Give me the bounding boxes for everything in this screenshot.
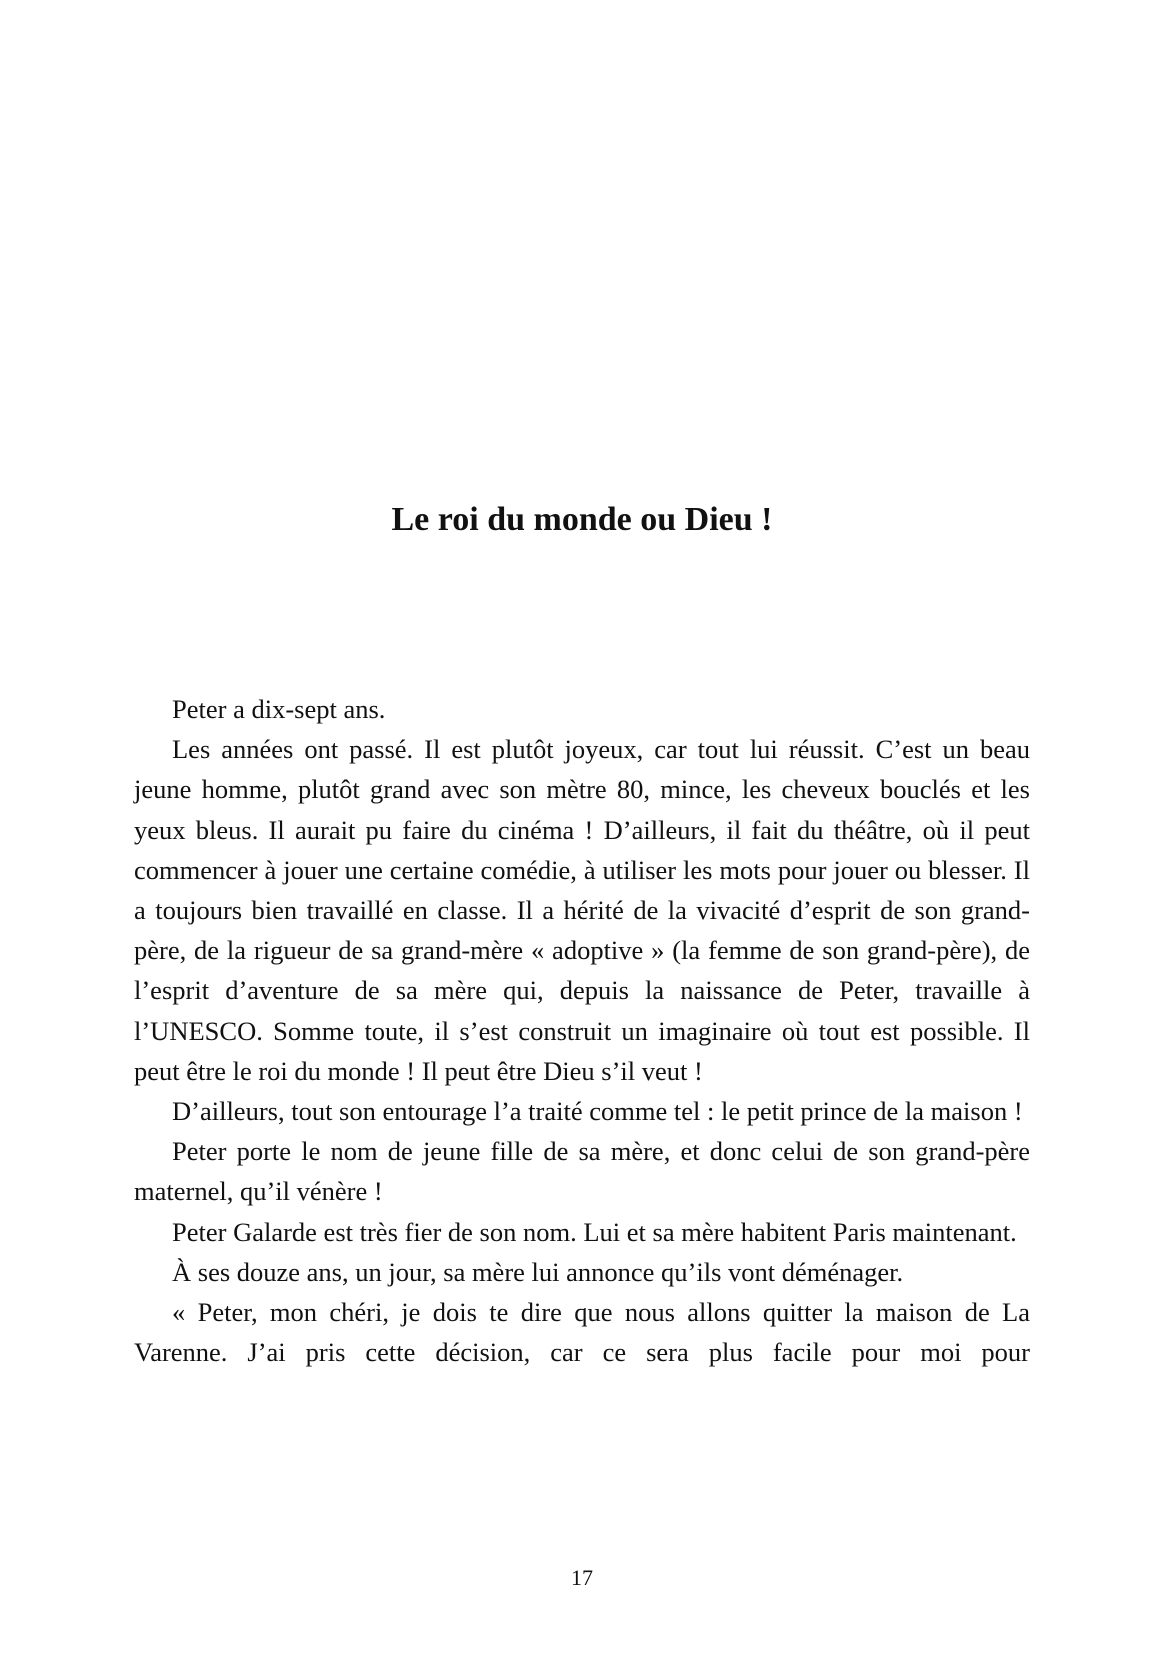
paragraph: Peter a dix-sept ans. [172, 694, 386, 724]
paragraph: Peter Galarde est très fier de son nom. Lui et sa mère habitent Paris maintenant. [172, 1216, 1017, 1247]
chapter-title: Le roi du monde ou Dieu ! [391, 501, 773, 538]
paragraph: À ses douze ans, un jour, sa mère lui annonce qu’ils vont déménager. [172, 1256, 904, 1287]
paragraph: Les années ont passé. Il est plutôt joyeux, car tout lui réussit. C’est un beau jeune homme, plutôt grand avec son mètre 80, mince, les cheveux bouclés et les yeux bleus. Il aurait pu faire du cinéma ! D’ailleurs, il fait du théâtre, où il peut commencer à jouer une certaine comédie, à utiliser les mots pour jouer ou blesser. Il a toujours bien travaillé en classe. Il a hérité de la vivacité d’esprit de son grand-père, de la rigueur de sa grand-mère « adoptive » (la femme de son grand-père), de l’esprit d’aventure de sa mère qui, depuis la naissance de Peter, travaille à l’UNESCO. Somme toute, il s’est construit un imaginaire où tout est possible. Il peut être le roi du monde ! Il peut être Dieu s’il veut ! [134, 734, 1030, 1086]
page-number: 17 [571, 1565, 593, 1590]
paragraph: D’ailleurs, tout son entourage l’a traité comme tel : le petit prince de la maison ! [172, 1096, 1023, 1127]
paragraph: Peter porte le nom de jeune fille de sa mère, et donc celui de son grand-père maternel, qu’il vénère ! [134, 1136, 1030, 1207]
body-text [134, 689, 1030, 1372]
paragraph: « Peter, mon chéri, je dois te dire que nous allons quitter la maison de La Varenne. J’ai pris cette décision, car ce sera plus facile pour moi pour [134, 1297, 1030, 1368]
